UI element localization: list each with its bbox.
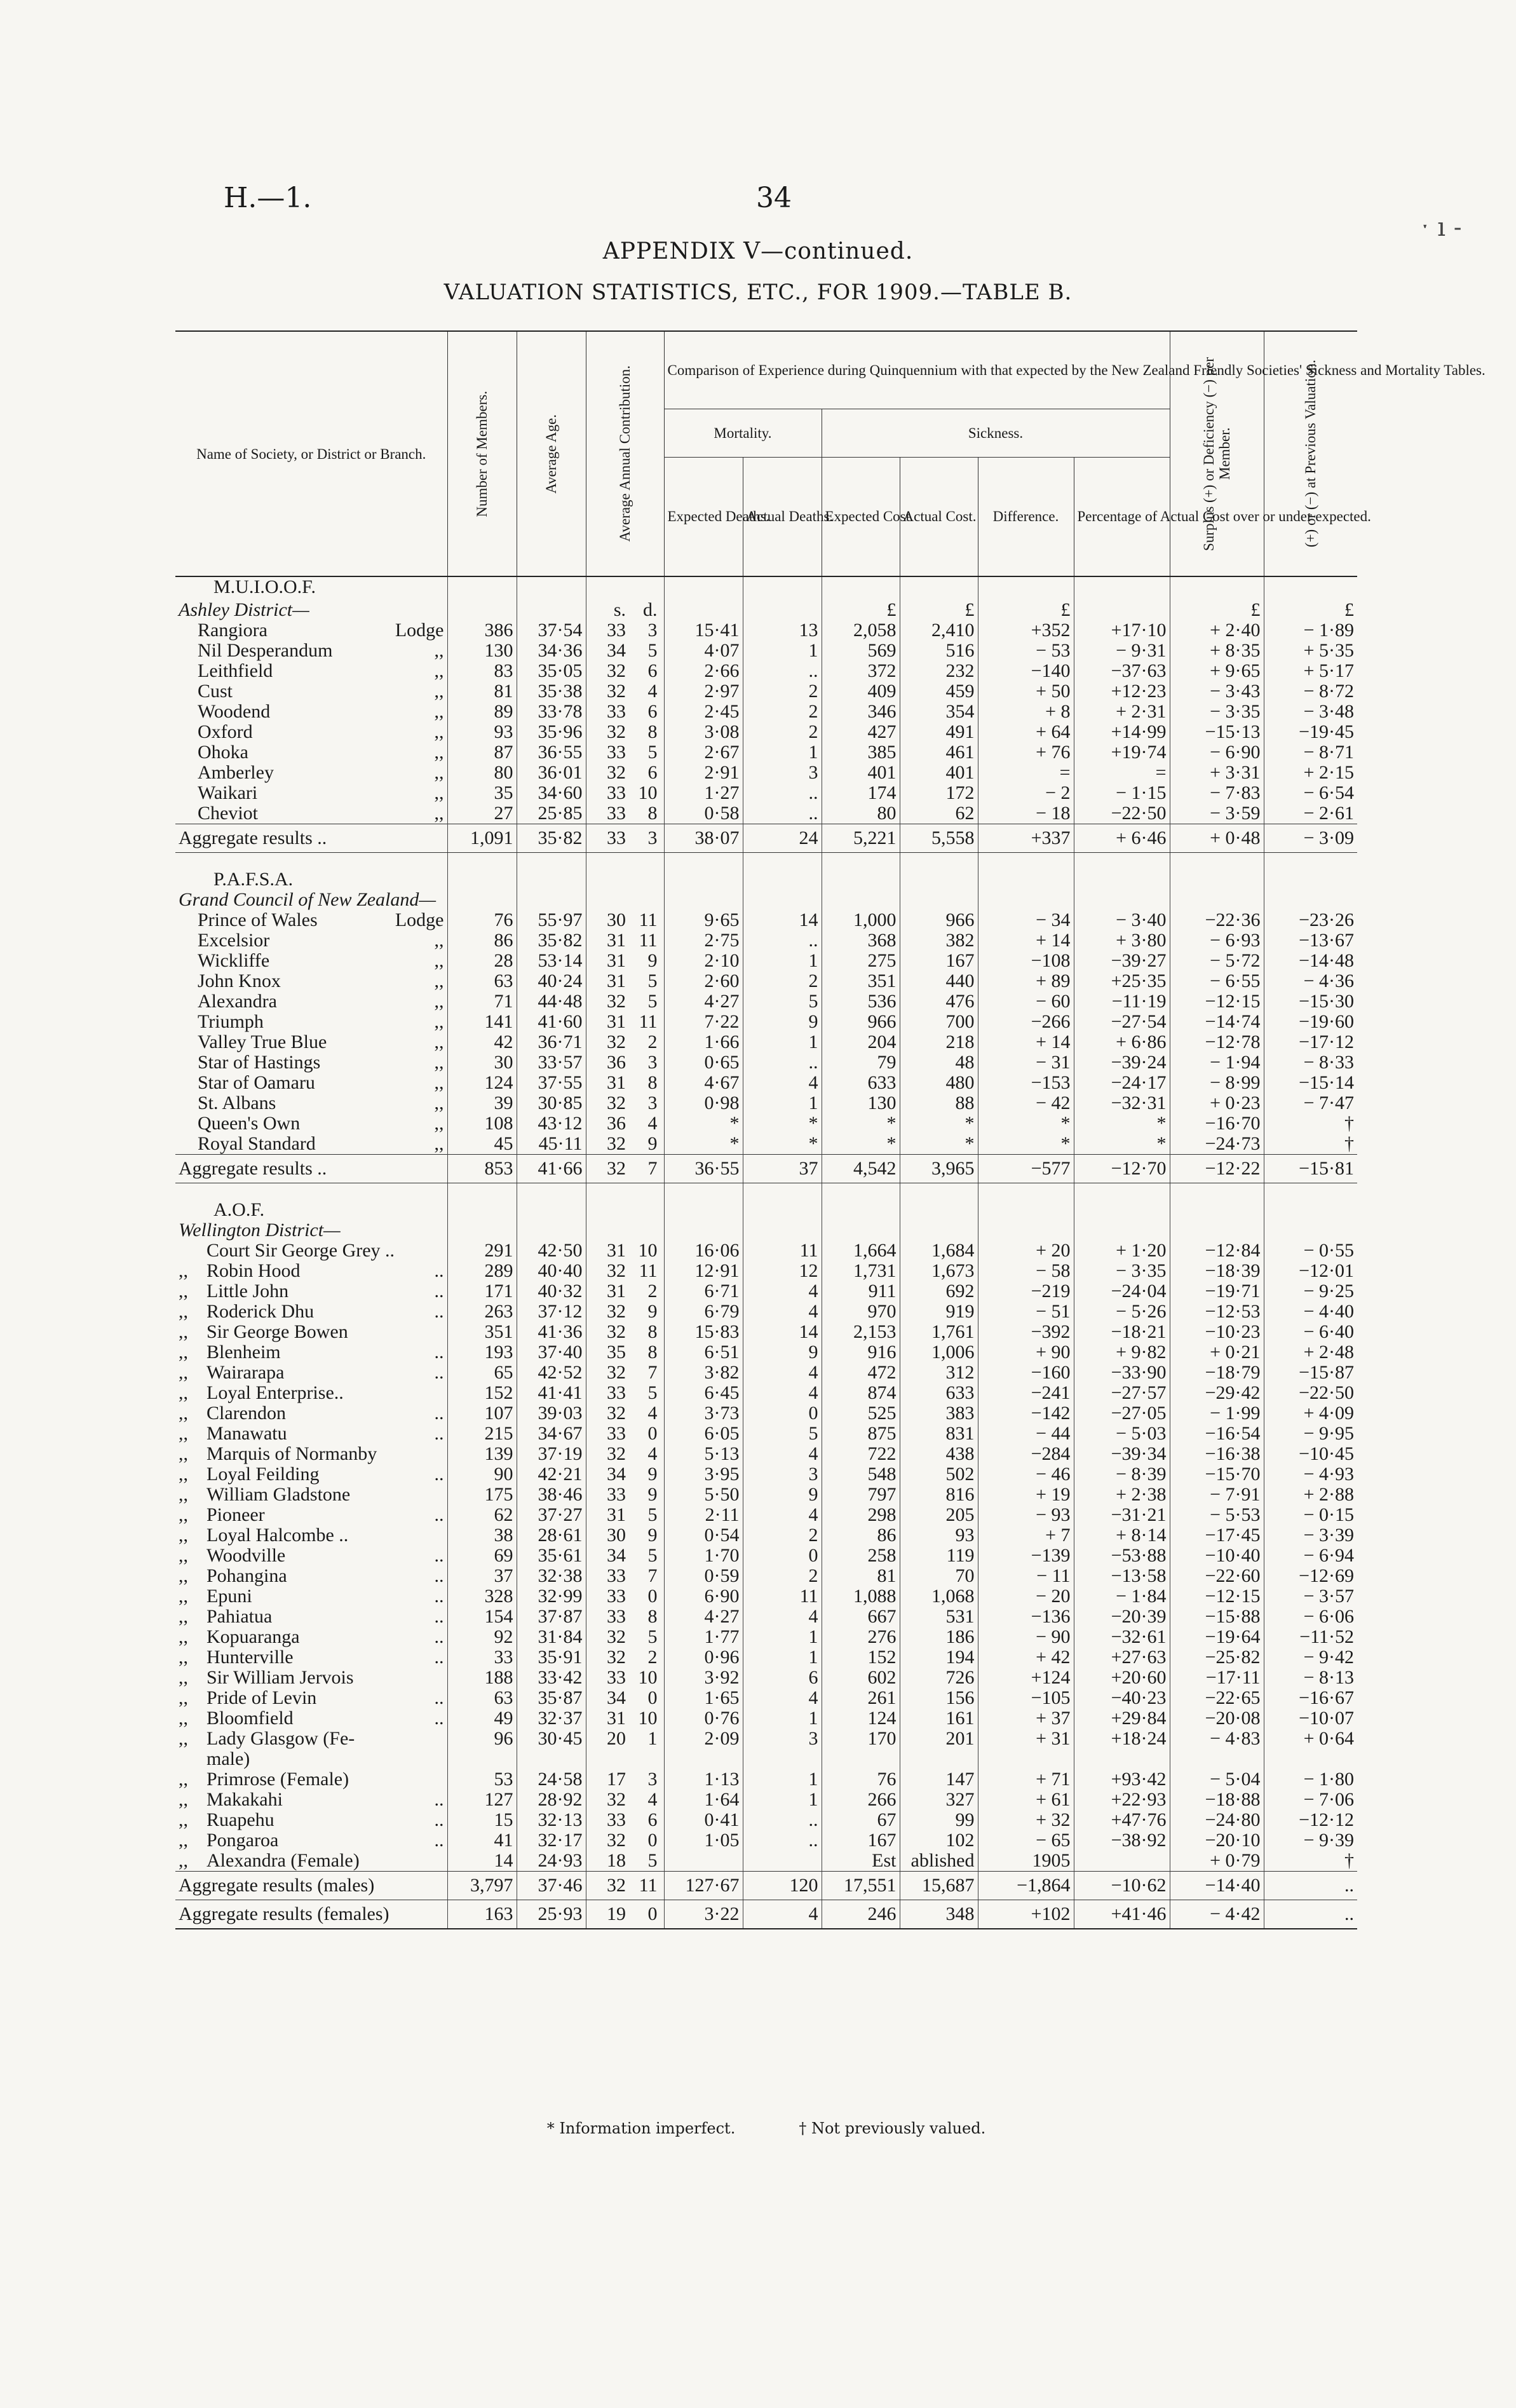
branch-name: Hunterville	[206, 1647, 294, 1668]
branch-suffix	[440, 1749, 444, 1769]
branch-name: Excelsior	[198, 930, 270, 951]
col-contribution: Average Annual Contribution.	[586, 331, 664, 576]
branch-suffix: ,,	[434, 803, 444, 824]
ditto-mark: ,,	[179, 1606, 188, 1627]
table-row: ,, William Gladstone 175 38·46 33 9 5·50 9 797 816 + 19 + 2·38 − 7·91 + 2·88	[175, 1485, 1357, 1505]
branch-suffix: ..	[434, 1586, 444, 1607]
ditto-mark: ,,	[179, 1362, 188, 1383]
table-row: St. Albans ,, 39 30·85 32 3 0·98 1 130 88 − 42 −32·31 + 0·23 − 7·47	[175, 1093, 1357, 1113]
aggregate-row: Aggregate results (males) 3,797 37·46 32 11 127·67 120 17,551 15,687 −1,864 −10·62 −14·40 ..	[175, 1872, 1357, 1900]
spacer-row	[175, 853, 1357, 870]
branch-suffix: ,,	[434, 1133, 444, 1154]
table-row: ,, Alexandra (Female) 14 24·93 18 5 Est ablished 1905 + 0·79 †	[175, 1851, 1357, 1872]
ditto-mark: ,,	[179, 1728, 188, 1749]
ditto-mark: ,,	[179, 1525, 188, 1546]
branch-suffix: ,,	[434, 782, 444, 803]
branch-suffix: ..	[434, 1464, 444, 1485]
ditto-mark: ,,	[179, 1403, 188, 1424]
table-row: Rangiora Lodge 386 37·54 33 3 15·41 13 2,058 2,410 +352 +17·10 + 2·40 − 1·89	[175, 620, 1357, 641]
branch-name: Pioneer	[206, 1504, 265, 1525]
ditto-mark: ,,	[179, 1565, 188, 1586]
branch-suffix: ..	[434, 1545, 444, 1566]
branch-name: Nil Desperandum	[198, 640, 333, 661]
table-row: ,, Hunterville .. 33 35·91 32 2 0·96 1 152 194 + 42 +27·63 −25·82 − 9·42	[175, 1647, 1357, 1668]
table-row: ,, Loyal Feilding .. 90 42·21 34 9 3·95 3 548 502 − 46 − 8·39 −15·70 − 4·93	[175, 1464, 1357, 1485]
branch-name: Ruapehu	[206, 1809, 274, 1830]
branch-name: Pride of Levin	[206, 1687, 317, 1708]
table-row: Royal Standard ,, 45 45·11 32 9 * * * * * * −24·73 †	[175, 1134, 1357, 1155]
table-row: Woodend ,, 89 33·78 33 6 2·45 2 346 354 + 8 + 2·31 − 3·35 − 3·48	[175, 702, 1357, 722]
branch-name: Clarendon	[206, 1403, 286, 1424]
col-sickness: Sickness.	[822, 409, 1170, 457]
branch-suffix: ..	[434, 1708, 444, 1729]
table-row: ,, Sir William Jervois 188 33·42 33 10 3·92 6 602 726 +124 +20·60 −17·11 − 8·13	[175, 1668, 1357, 1688]
table-row: Star of Hastings ,, 30 33·57 36 3 0·65 .. 79 48 − 31 −39·24 − 1·94 − 8·33	[175, 1052, 1357, 1073]
branch-suffix: ..	[434, 1423, 444, 1444]
table-row: ,, Primrose (Female) 53 24·58 17 3 1·13 1 76 147 + 71 +93·42 − 5·04 − 1·80	[175, 1769, 1357, 1790]
branch-name: Loyal Halcombe ..	[206, 1525, 349, 1546]
branch-suffix	[440, 1485, 444, 1505]
branch-suffix: ,,	[434, 930, 444, 951]
aggregate-row: Aggregate results .. 853 41·66 32 7 36·55 37 4,542 3,965 −577 −12·70 −12·22 −15·81	[175, 1155, 1357, 1183]
branch-suffix: ,,	[434, 1113, 444, 1134]
branch-suffix: ..	[434, 1504, 444, 1525]
branch-suffix: ,,	[434, 1092, 444, 1113]
branch-suffix: ,,	[434, 721, 444, 742]
branch-name: Robin Hood	[206, 1260, 301, 1281]
branch-name: William Gladstone	[206, 1484, 351, 1505]
col-percentage: Percentage of Actual Cost over or under expected.	[1074, 457, 1170, 576]
ditto-mark: ,,	[179, 1504, 188, 1525]
table-row	[175, 1749, 1357, 1769]
table-row: Court Sir George Grey .. 291 42·50 31 10 16·06 11 1,664 1,684 + 20 + 1·20 −12·84 − 0·55	[175, 1241, 1357, 1261]
branch-suffix	[440, 1525, 444, 1546]
branch-name: Lady Glasgow (Fe-	[206, 1728, 355, 1749]
ditto-mark: ,,	[179, 1281, 188, 1302]
branch-suffix: ,,	[434, 640, 444, 661]
table-row: Prince of Wales Lodge 76 55·97 30 11 9·65 14 1,000 966 − 34 − 3·40 −22·36 −23·26	[175, 910, 1357, 930]
branch-name: Valley True Blue	[198, 1031, 327, 1052]
branch-suffix: ,,	[434, 681, 444, 702]
table-row: ,, Woodville .. 69 35·61 34 5 1·70 0 258 119 −139 −53·88 −10·40 − 6·94	[175, 1546, 1357, 1566]
ditto-mark: ,,	[179, 1443, 188, 1464]
branch-name: Royal Standard	[198, 1133, 316, 1154]
branch-suffix: ..	[434, 1281, 444, 1302]
branch-suffix	[440, 1241, 444, 1261]
branch-suffix: Lodge	[395, 909, 444, 930]
table-row: Valley True Blue ,, 42 36·71 32 2 1·66 1 204 218 + 14 + 6·86 −12·78 −17·12	[175, 1032, 1357, 1052]
branch-name: Woodend	[198, 701, 271, 722]
branch-suffix: ,,	[434, 1072, 444, 1093]
table-row: Ohoka ,, 87 36·55 33 5 2·67 1 385 461 + 76 +19·74 − 6·90 − 8·71	[175, 742, 1357, 763]
branch-suffix: ..	[434, 1809, 444, 1830]
footnote-information-imperfect: * Information imperfect.	[546, 2119, 736, 2137]
branch-suffix: ..	[434, 1647, 444, 1668]
branch-suffix	[440, 1444, 444, 1464]
branch-suffix: ,,	[434, 1031, 444, 1052]
branch-suffix	[440, 1769, 444, 1790]
col-expected-deaths: Expected Deaths.	[664, 457, 743, 576]
branch-name: Star of Hastings	[198, 1052, 321, 1073]
col-age: Average Age.	[517, 331, 586, 576]
col-mortality: Mortality.	[664, 409, 822, 457]
branch-suffix: ,,	[434, 970, 444, 991]
table-row: ,, Loyal Enterprise.. 152 41·41 33 5 6·45 4 874 633 −241 −27·57 −29·42 −22·50	[175, 1383, 1357, 1403]
branch-name: Kopuaranga	[206, 1626, 300, 1647]
page-number: 34	[756, 182, 792, 214]
table-row: Wickliffe ,, 28 53·14 31 9 2·10 1 275 167 −108 −39·27 − 5·72 −14·48	[175, 951, 1357, 971]
table-row: ,, Lady Glasgow (Fe- 96 30·45 20 1 2·09 3 170 201 + 31 +18·24 − 4·83 + 0·64	[175, 1729, 1357, 1749]
branch-suffix: Lodge	[395, 620, 444, 641]
branch-name: Wickliffe	[198, 950, 270, 971]
table-row: Triumph ,, 141 41·60 31 11 7·22 9 966 700 −266 −27·54 −14·74 −19·60	[175, 1012, 1357, 1032]
ditto-mark: ,,	[179, 1260, 188, 1281]
table-row: Amberley ,, 80 36·01 32 6 2·91 3 401 401 = = + 3·31 + 2·15	[175, 763, 1357, 783]
table-row: ,, Pride of Levin .. 63 35·87 34 0 1·65 4 261 156 −105 −40·23 −22·65 −16·67	[175, 1688, 1357, 1708]
branch-name: Star of Oamaru	[198, 1072, 315, 1093]
table-title: VALUATION STATISTICS, ETC., FOR 1909.—TABLE B.	[443, 280, 1073, 305]
branch-name: St. Albans	[198, 1092, 276, 1113]
ditto-mark: ,,	[179, 1687, 188, 1708]
table-row: ,, Clarendon .. 107 39·03 32 4 3·73 0 525 383 −142 −27·05 − 1·99 + 4·09	[175, 1403, 1357, 1424]
table-row: Excelsior ,, 86 35·82 31 11 2·75 .. 368 382 + 14 + 3·80 − 6·93 −13·67	[175, 930, 1357, 951]
col-name: Name of Society, or District or Branch.	[175, 331, 447, 576]
table-row: Leithfield ,, 83 35·05 32 6 2·66 .. 372 232 −140 −37·63 + 9·65 + 5·17	[175, 661, 1357, 681]
branch-name: Epuni	[206, 1586, 252, 1607]
branch-name: Manawatu	[206, 1423, 287, 1444]
table-row: ,, Roderick Dhu .. 263 37·12 32 9 6·79 4 970 919 − 51 − 5·26 −12·53 − 4·40	[175, 1302, 1357, 1322]
table-row: ,, Epuni .. 328 32·99 33 0 6·90 11 1,088 1,068 − 20 − 1·84 −12·15 − 3·57	[175, 1586, 1357, 1607]
branch-name: Alexandra (Female)	[206, 1850, 360, 1871]
ditto-mark: ,,	[179, 1647, 188, 1668]
table-row: Cheviot ,, 27 25·85 33 8 0·58 .. 80 62 − 18 −22·50 − 3·59 − 2·61	[175, 803, 1357, 824]
branch-name: Sir William Jervois	[206, 1667, 354, 1688]
table-row: ,, Pongaroa .. 41 32·17 32 0 1·05 .. 167 102 − 65 −38·92 −20·10 − 9·39	[175, 1830, 1357, 1851]
branch-name: Pongaroa	[206, 1830, 279, 1851]
table-row: ,, Robin Hood .. 289 40·40 32 11 12·91 12 1,731 1,673 − 58 − 3·35 −18·39 −12·01	[175, 1261, 1357, 1281]
table-row: Alexandra ,, 71 44·48 32 5 4·27 5 536 476 − 60 −11·19 −12·15 −15·30	[175, 991, 1357, 1012]
branch-suffix: ..	[434, 1565, 444, 1586]
table-row: Oxford ,, 93 35·96 32 8 3·08 2 427 491 + 64 +14·99 −15·13 −19·45	[175, 722, 1357, 742]
branch-name: Leithfield	[198, 660, 273, 681]
ditto-mark: ,,	[179, 1321, 188, 1342]
col-expected-cost: Expected Cost.	[822, 457, 900, 576]
table-row: ,, Makakahi .. 127 28·92 32 4 1·64 1 266 327 + 61 +22·93 −18·88 − 7·06	[175, 1790, 1357, 1810]
branch-name: Loyal Enterprise..	[206, 1382, 344, 1403]
appendix-title: APPENDIX V—continued.	[602, 238, 914, 264]
table-row: ,, Marquis of Normanby 139 37·19 32 4 5·13 4 722 438 −284 −39·34 −16·38 −10·45	[175, 1444, 1357, 1464]
ditto-mark: ,,	[179, 1423, 188, 1444]
branch-name: male)	[206, 1748, 250, 1769]
table-row: Cust ,, 81 35·38 32 4 2·97 2 409 459 + 50 +12·23 − 3·43 − 8·72	[175, 681, 1357, 702]
ditto-mark: ,,	[179, 1789, 188, 1810]
branch-name: Woodville	[206, 1545, 286, 1566]
ditto-mark: ,,	[179, 1626, 188, 1647]
branch-name: Triumph	[198, 1011, 264, 1032]
ditto-mark: ,,	[179, 1301, 188, 1322]
branch-name: Little John	[206, 1281, 289, 1302]
branch-suffix: ..	[434, 1789, 444, 1810]
branch-suffix: ,,	[434, 701, 444, 722]
table-row: ,, Manawatu .. 215 34·67 33 0 6·05 5 875 831 − 44 − 5·03 −16·54 − 9·95	[175, 1424, 1357, 1444]
branch-name: Waikari	[198, 782, 258, 803]
branch-name: Court Sir George Grey ..	[206, 1240, 395, 1261]
spacer-row	[175, 1183, 1357, 1201]
col-previous: (+) or (−) at Previous Valuation.	[1264, 331, 1357, 576]
col-actual-deaths: Actual Deaths.	[743, 457, 822, 576]
ditto-mark: ,,	[179, 1830, 188, 1851]
ditto-mark: ,,	[179, 1484, 188, 1505]
col-actual-cost: Actual Cost.	[900, 457, 978, 576]
ditto-mark: ,,	[179, 1342, 188, 1363]
table-row: ,, Loyal Halcombe .. 38 28·61 30 9 0·54 2 86 93 + 7 + 8·14 −17·45 − 3·39	[175, 1525, 1357, 1546]
branch-name: Ohoka	[198, 742, 248, 763]
district-heading: Ashley District— s. d. £ £ £ £ £	[175, 597, 1357, 620]
branch-suffix: ..	[434, 1626, 444, 1647]
ditto-mark: ,,	[179, 1850, 188, 1871]
branch-name: Prince of Wales	[198, 909, 318, 930]
branch-name: Cust	[198, 681, 233, 702]
report-code: H.—1.	[224, 182, 312, 214]
society-heading: A.O.F.	[175, 1200, 1357, 1220]
branch-name: Bloomfield	[206, 1708, 294, 1729]
table-row: ,, Pohangina .. 37 32·38 33 7 0·59 2 81 70 − 11 −13·58 −22·60 −12·69	[175, 1566, 1357, 1586]
branch-suffix	[440, 1729, 444, 1749]
ditto-mark: ,,	[179, 1382, 188, 1403]
table-row: ,, Sir George Bowen 351 41·36 32 8 15·83 14 2,153 1,761 −392 −18·21 −10·23 − 6·40	[175, 1322, 1357, 1342]
branch-suffix: ..	[434, 1260, 444, 1281]
ditto-mark: ,,	[179, 1586, 188, 1607]
branch-suffix	[440, 1322, 444, 1342]
branch-name: Roderick Dhu	[206, 1301, 315, 1322]
ditto-mark: ,,	[179, 1809, 188, 1830]
branch-suffix: ,,	[434, 1052, 444, 1073]
branch-suffix: ,,	[434, 742, 444, 763]
ditto-mark: ,,	[179, 1708, 188, 1729]
branch-name: Pahiatua	[206, 1606, 273, 1627]
table-row: ,, Bloomfield .. 49 32·37 31 10 0·76 1 124 161 + 37 +29·84 −20·08 −10·07	[175, 1708, 1357, 1729]
table-row: ,, Blenheim .. 193 37·40 35 8 6·51 9 916 1,006 + 90 + 9·82 + 0·21 + 2·48	[175, 1342, 1357, 1363]
col-surplus: Surplus (+) or Deficiency (−) per Member.	[1170, 331, 1264, 576]
branch-suffix: ,,	[434, 762, 444, 783]
branch-suffix: ..	[434, 1687, 444, 1708]
table-row: Waikari ,, 35 34·60 33 10 1·27 .. 174 172 − 2 − 1·15 − 7·83 − 6·54	[175, 783, 1357, 803]
branch-name: Oxford	[198, 721, 253, 742]
branch-name: Amberley	[198, 762, 274, 783]
branch-name: Pohangina	[206, 1565, 287, 1586]
branch-name: Sir George Bowen	[206, 1321, 348, 1342]
table-row: ,, Ruapehu .. 15 32·13 33 6 0·41 .. 67 99 + 32 +47·76 −24·80 −12·12	[175, 1810, 1357, 1830]
branch-name: Wairarapa	[206, 1362, 285, 1383]
ditto-mark: ,,	[179, 1464, 188, 1485]
ditto-mark: ,,	[179, 1667, 188, 1688]
society-heading: P.A.F.S.A.	[175, 869, 1357, 890]
branch-suffix: ..	[434, 1301, 444, 1322]
col-members: Number of Members.	[447, 331, 517, 576]
table-row: ,, Wairarapa .. 65 42·52 32 7 3·82 4 472 312 −160 −33·90 −18·79 −15·87	[175, 1363, 1357, 1383]
branch-suffix: ,,	[434, 991, 444, 1012]
branch-name: Rangiora	[198, 620, 267, 641]
branch-name: Loyal Feilding	[206, 1464, 320, 1485]
table-row: Nil Desperandum ,, 130 34·36 34 5 4·07 1 569 516 − 53 − 9·31 + 8·35 + 5·35	[175, 641, 1357, 661]
branch-name: Blenheim	[206, 1342, 281, 1363]
branch-name: Alexandra	[198, 991, 277, 1012]
table-row: ,, Little John .. 171 40·32 31 2 6·71 4 911 692 −219 −24·04 −19·71 − 9·25	[175, 1281, 1357, 1302]
branch-suffix: ,,	[434, 660, 444, 681]
table-row: John Knox ,, 63 40·24 31 5 2·60 2 351 440 + 89 +25·35 − 6·55 − 4·36	[175, 971, 1357, 991]
branch-suffix	[440, 1851, 444, 1871]
branch-suffix: ..	[434, 1606, 444, 1627]
ditto-mark: ,,	[179, 1769, 188, 1790]
district-heading: Grand Council of New Zealand—	[175, 890, 1357, 910]
table-row: ,, Pioneer .. 62 37·27 31 5 2·11 4 298 205 − 93 −31·21 − 5·53 − 0·15	[175, 1505, 1357, 1525]
branch-suffix	[440, 1383, 444, 1403]
branch-suffix: ..	[434, 1362, 444, 1383]
branch-suffix: ,,	[434, 950, 444, 971]
branch-suffix: ..	[434, 1403, 444, 1424]
branch-suffix	[440, 1668, 444, 1688]
branch-suffix: ..	[434, 1830, 444, 1851]
table-row: Queen's Own ,, 108 43·12 36 4 * * * * * * −16·70 †	[175, 1113, 1357, 1134]
branch-name: Makakahi	[206, 1789, 283, 1810]
margin-mark: ˑ ı ˗	[1421, 213, 1462, 242]
col-difference: Difference.	[978, 457, 1074, 576]
branch-name: John Knox	[198, 970, 281, 991]
branch-name: Queen's Own	[198, 1113, 301, 1134]
branch-suffix: ,,	[434, 1011, 444, 1032]
footnotes	[175, 2119, 1357, 2137]
society-heading: M.U.I.O.O.F.	[175, 576, 1357, 597]
footnote-not-previously-valued: † Not previously valued.	[799, 2119, 986, 2137]
branch-name: Marquis of Normanby	[206, 1443, 377, 1464]
valuation-table	[175, 330, 1486, 1929]
aggregate-row: Aggregate results (females) 163 25·93 19 0 3·22 4 246 348 +102 +41·46 − 4·42 ..	[175, 1900, 1357, 1929]
table-row: Star of Oamaru ,, 124 37·55 31 8 4·67 4 633 480 −153 −24·17 − 8·99 −15·14	[175, 1073, 1357, 1093]
branch-name: Primrose (Female)	[206, 1769, 349, 1790]
table-row: ,, Kopuaranga .. 92 31·84 32 5 1·77 1 276 186 − 90 −32·61 −19·64 −11·52	[175, 1627, 1357, 1647]
ditto-mark: ,,	[179, 1545, 188, 1566]
table-row: ,, Pahiatua .. 154 37·87 33 8 4·27 4 667 531 −136 −20·39 −15·88 − 6·06	[175, 1607, 1357, 1627]
col-comparison: Comparison of Experience during Quinquennium with that expected by the New Zealand Friendly Societies' Sickness and Mortality Tables.	[664, 331, 1170, 409]
aggregate-row: Aggregate results .. 1,091 35·82 33 3 38·07 24 5,221 5,558 +337 + 6·46 + 0·48 − 3·09	[175, 824, 1357, 853]
district-heading: Wellington District—	[175, 1220, 1357, 1241]
branch-name: Cheviot	[198, 803, 258, 824]
branch-suffix: ..	[434, 1342, 444, 1363]
